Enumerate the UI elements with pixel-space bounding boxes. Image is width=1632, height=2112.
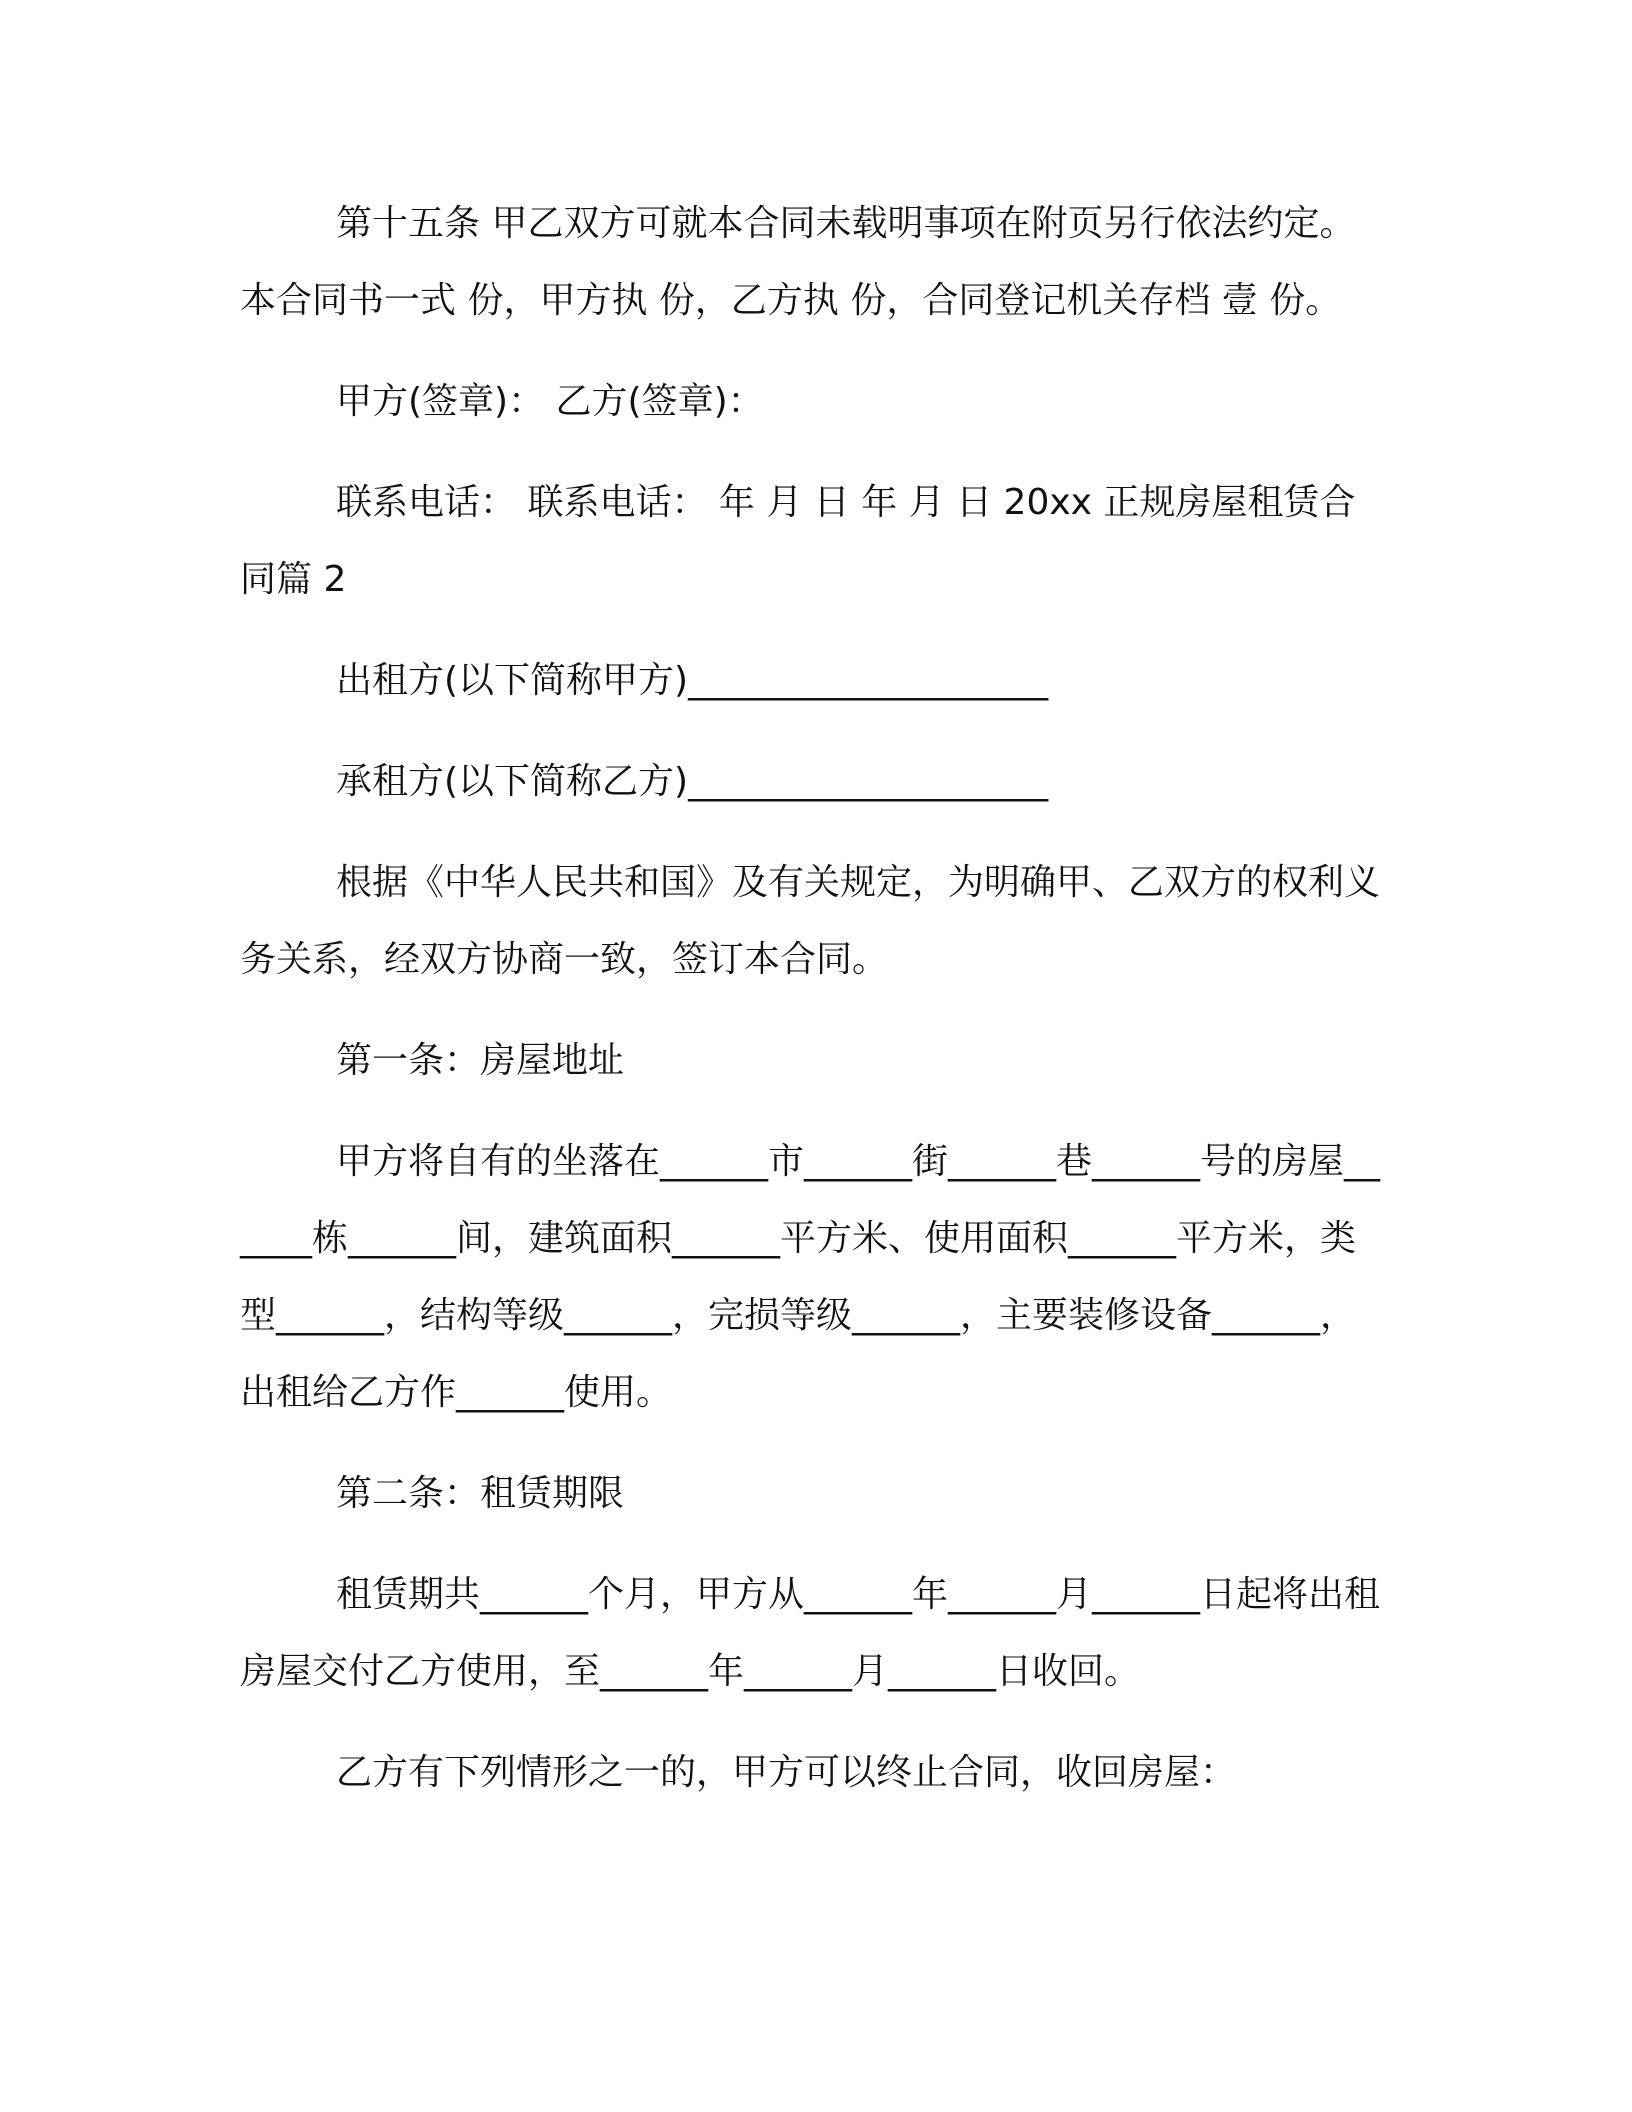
lessor-line: 出租方(以下简称甲方)____________________ [336,660,1049,701]
article-1-paragraph: 甲方将自有的坐落在______市______街______巷______号的房屋______栋______间，建筑面积______平方米、使用面积______平方米，类型______，结构等级______，完损等级______，主要装修设备______，出租给乙方作______使用。 [240,1141,1381,1413]
article-2-paragraph: 租赁期共______个月，甲方从______年______月______日起将出租房屋交付乙方使用，至______年______月______日收回。 [240,1574,1381,1692]
preamble-paragraph: 根据《中华人民共和国》及有关规定，为明确甲、乙双方的权利义务关系，经双方协商一致，签订本合同。 [240,862,1381,980]
termination-paragraph: 乙方有下列情形之一的，甲方可以终止合同，收回房屋： [336,1752,1237,1793]
lessee-line: 承租方(以下简称乙方)____________________ [336,761,1049,802]
signature-line: 甲方(签章)： 乙方(签章)： [336,381,764,422]
document-body [240,185,1380,1811]
clause-15-paragraph: 第十五条 甲乙双方可就本合同未载明事项在附页另行依法约定。本合同书一式 份，甲方执 份，乙方执 份，合同登记机关存档 壹 份。 [240,203,1356,321]
article-2-heading: 第二条：租赁期限 [336,1473,625,1514]
contact-date-line: 联系电话： 联系电话： 年 月 日 年 月 日 20xx 正规房屋租赁合同篇 2 [240,482,1356,600]
article-1-heading: 第一条：房屋地址 [336,1040,625,1081]
